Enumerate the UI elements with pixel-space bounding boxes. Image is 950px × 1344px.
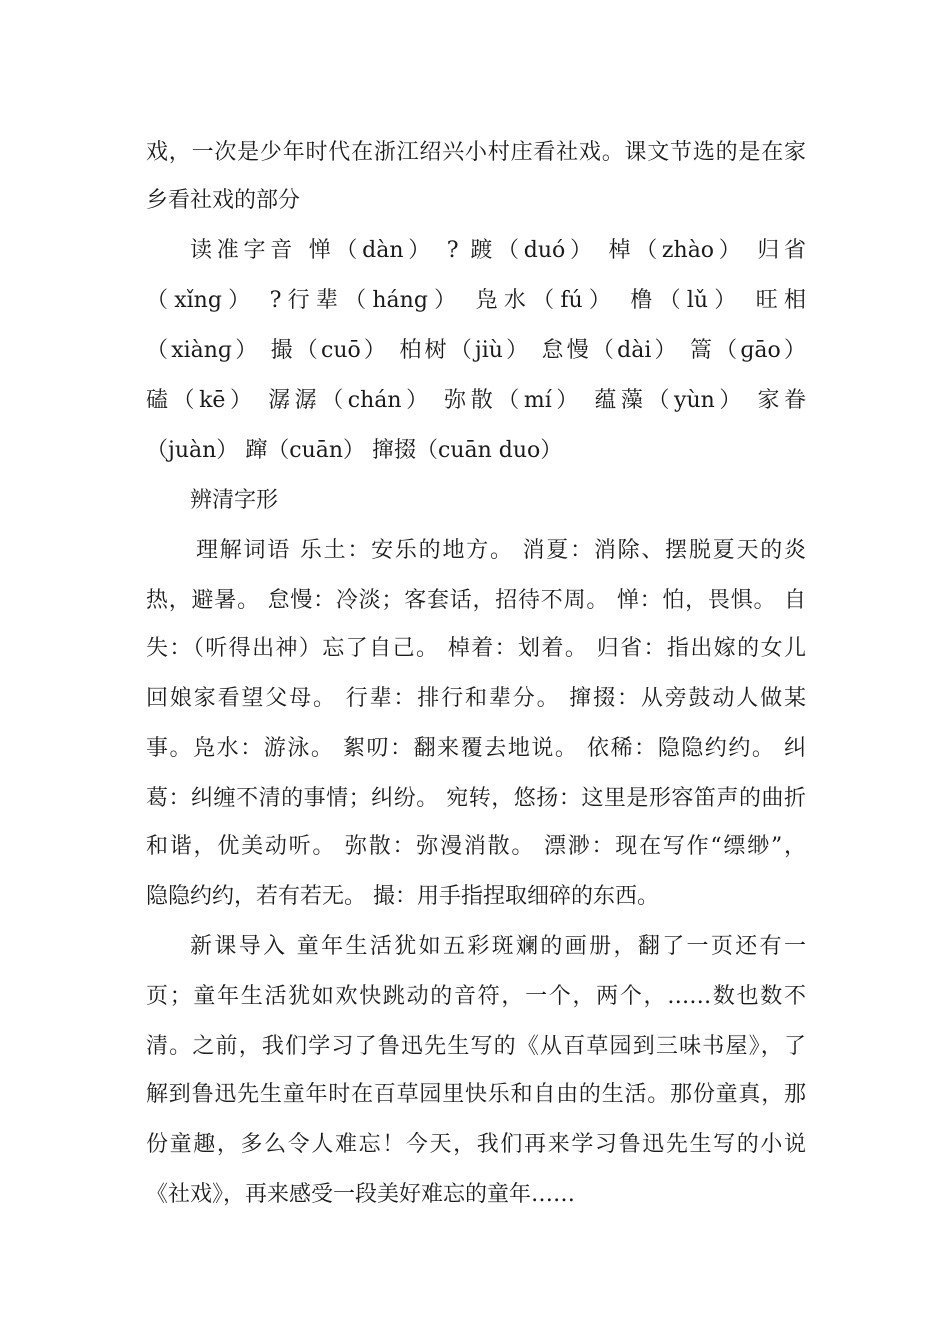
vocabulary-line-7: 和谐，优美动听。 弥散：弥漫消散。 漂渺：现在写作“缥缈”， [146,834,806,859]
vocabulary-line-4: 回娘家看望父母。 行辈：排行和辈分。 撺掇：从旁鼓动人做某 [146,686,806,711]
vocabulary-line-6: 葛：纠缠不清的事情；纠纷。 宛转，悠扬：这里是形容笛声的曲折 [146,786,806,811]
lead-in-line-2: 页；童年生活犹如欢快跳动的音符，一个，两个，……数也数不 [146,984,806,1009]
lead-in-line-4: 解到鲁迅先生童年时在百草园里快乐和自由的生活。那份童真，那 [146,1082,806,1107]
pronunciation-line-2: （xǐng） ?行辈（háng） 凫水（fú） 橹（lǔ） 旺相 [146,288,806,313]
lead-in-line-5: 份童趣，多么令人难忘！今天，我们再来学习鲁迅先生写的小说 [146,1132,806,1157]
vocabulary-line-3: 失：（听得出神）忘了自己。 棹着：划着。 归省：指出嫁的女儿 [146,636,806,661]
vocabulary-line-8: 隐隐约约，若有若无。 撮：用手指捏取细碎的东西。 [146,884,659,909]
pronunciation-line-4: 磕（kē） 潺潺（chán） 弥散（mí） 蕴藻（yùn） 家眷 [146,388,806,413]
intro-line-2: 乡看社戏的部分 [146,188,301,213]
lead-in-line-1: 新课导入 童年生活犹如五彩斑斓的画册，翻了一页还有一 [190,934,806,959]
pronunciation-line-5: （juàn） 蹿（cuān） 撺掇（cuān duo） [146,438,563,463]
glyphs-heading: 辨清字形 [190,488,279,513]
intro-line-1: 戏，一次是少年时代在浙江绍兴小村庄看社戏。课文节选的是在家 [146,140,806,165]
vocabulary-line-5: 事。凫水：游泳。 絮叨：翻来覆去地说。 依稀：隐隐约约。 纠 [146,736,806,761]
pronunciation-line-3: （xiànɡ） 撮（cuō） 柏树（jiù） 怠慢（dài） 篙（ɡāo） [146,338,806,363]
lead-in-line-3: 清。之前，我们学习了鲁迅先生写的《从百草园到三味书屋》，了 [146,1034,806,1059]
lead-in-line-6: 《社戏》，再来感受一段美好难忘的童年…… [146,1182,576,1207]
vocabulary-line-1: 理解词语 乐土：安乐的地方。 消夏：消除、摆脱夏天的炎 [196,538,806,563]
vocabulary-line-2: 热，避暑。 怠慢：冷淡；客套话，招待不周。 惮：怕，畏惧。 自 [146,588,806,613]
pronunciation-line-1: 读准字音 惮（dàn） ? 踱（duó） 棹（zhào） 归省 [190,238,806,263]
